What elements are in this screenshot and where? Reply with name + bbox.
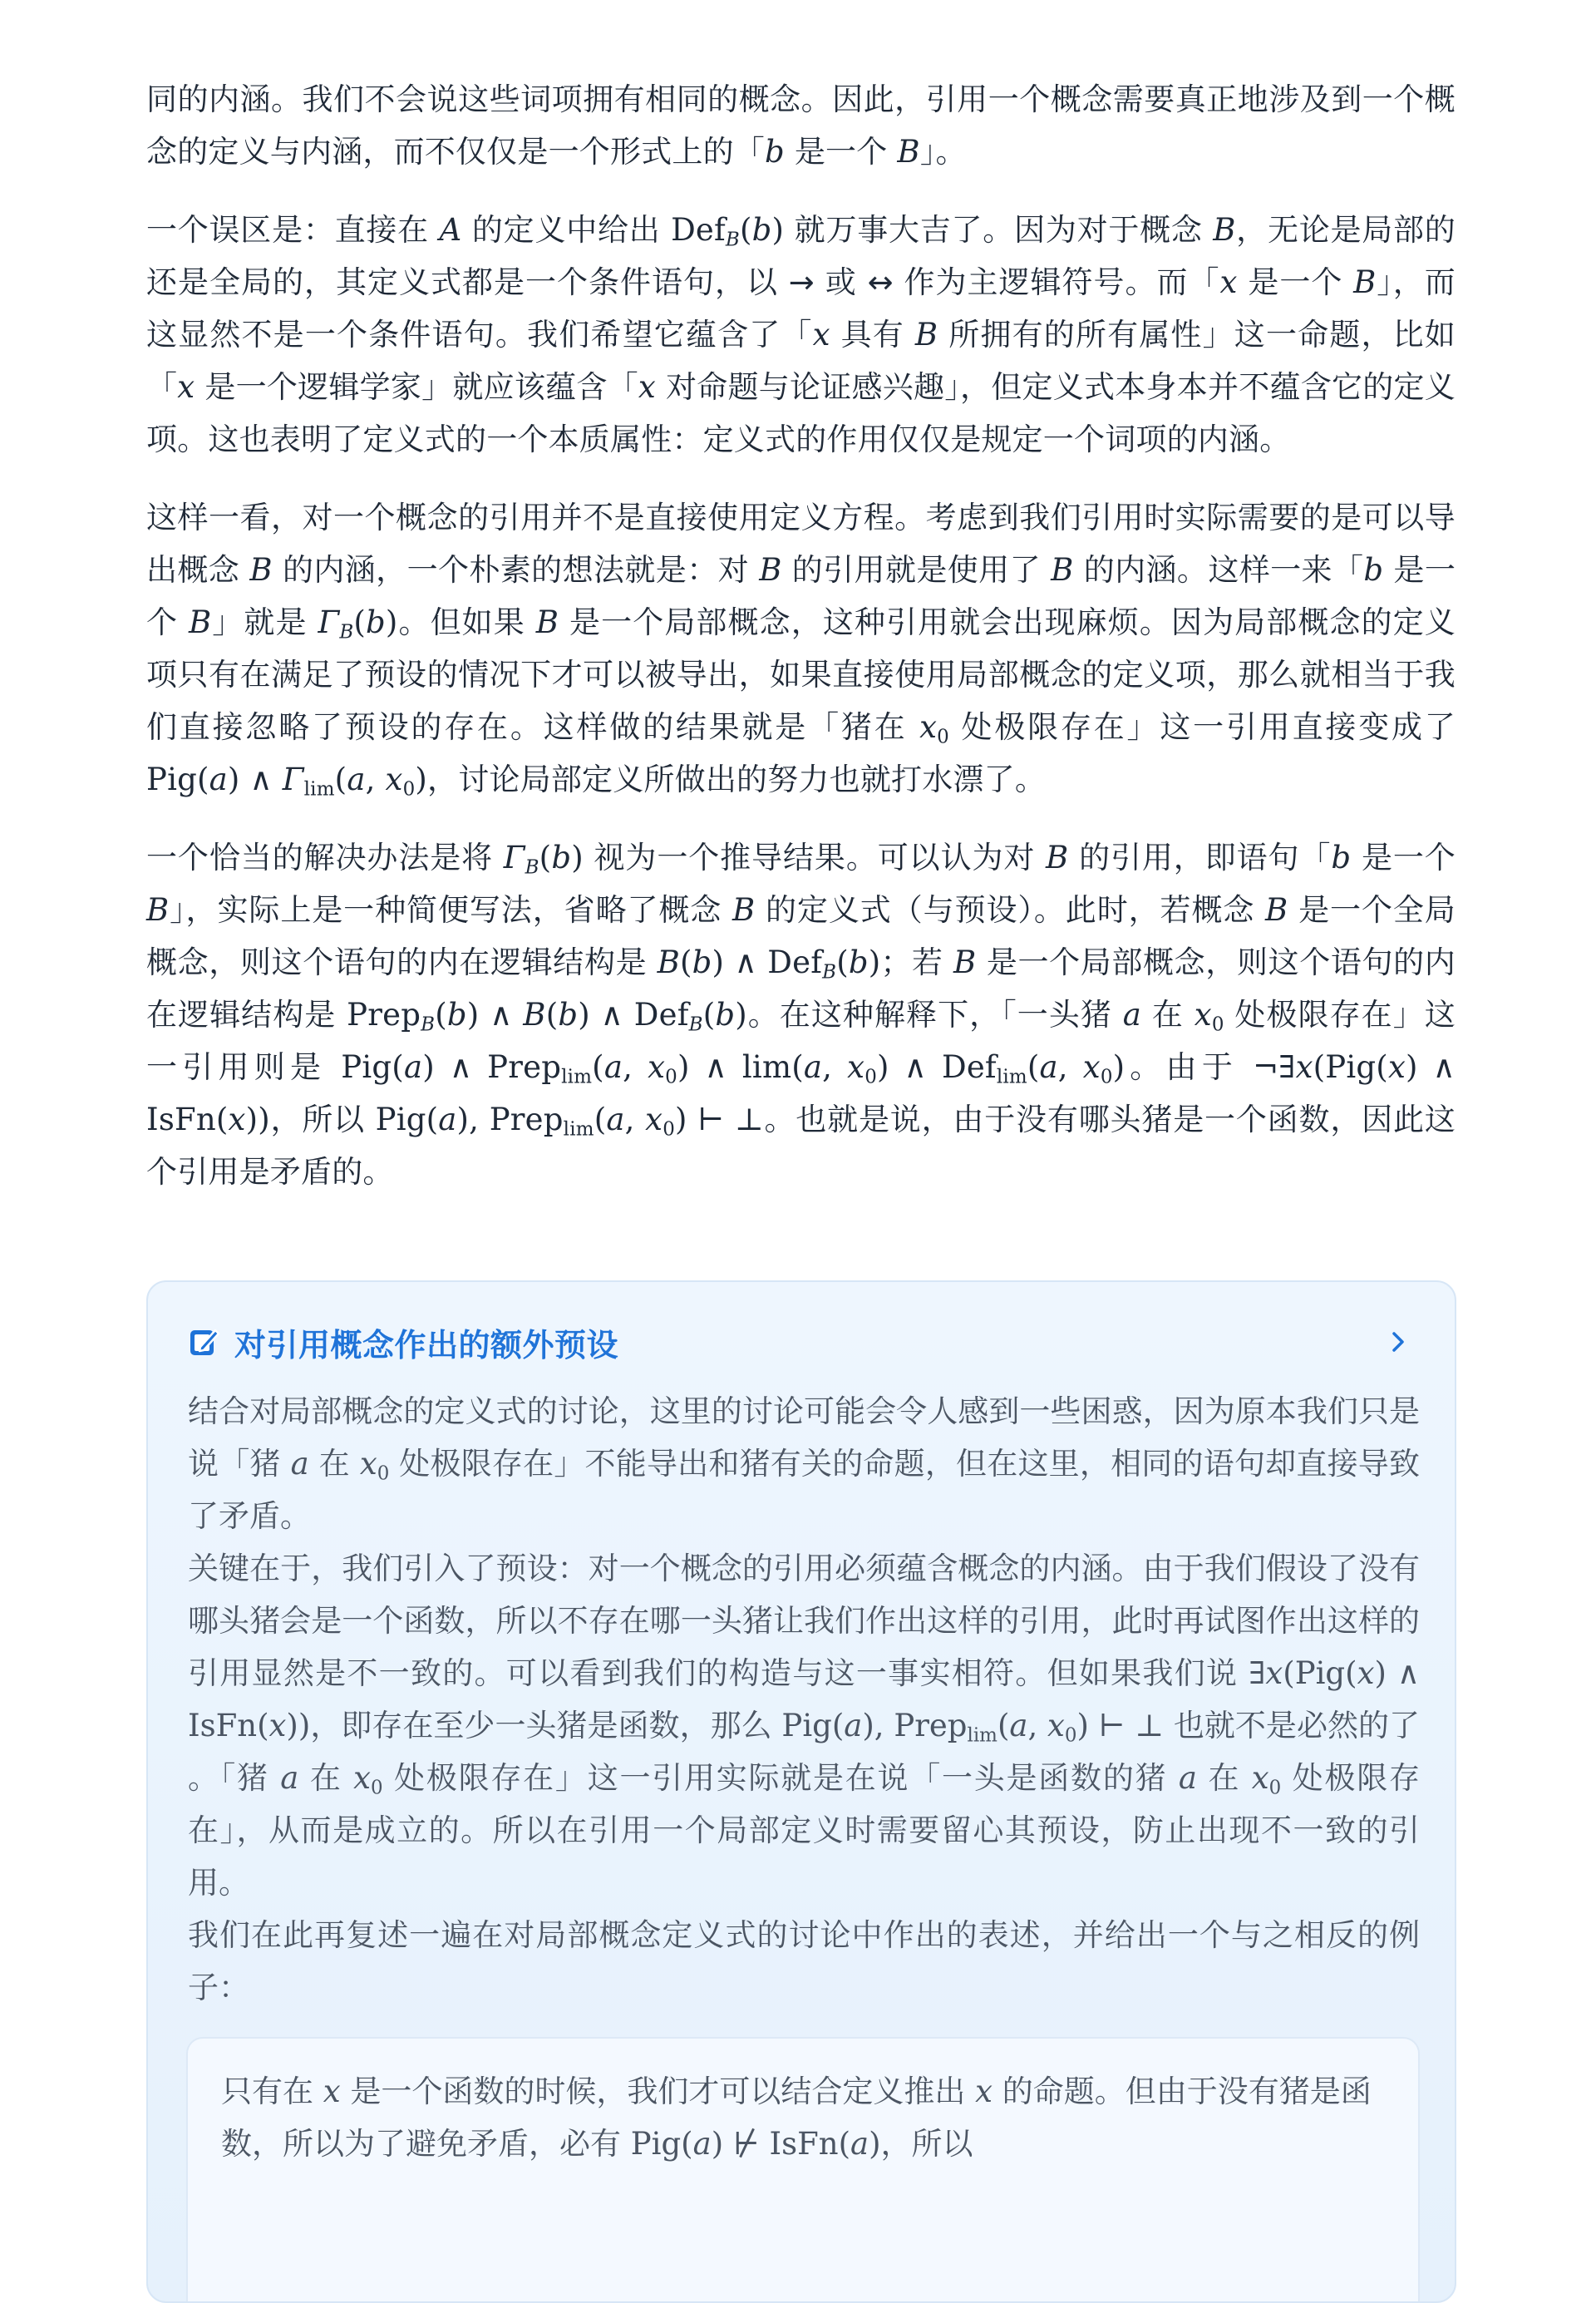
math-text: ) ∧ xyxy=(227,762,283,797)
math-text: ) ∧ IsFn( xyxy=(188,1655,1420,1743)
math-text: ), Prep xyxy=(456,1102,564,1137)
math-subscript: 0 xyxy=(1268,1777,1282,1799)
math-subscript: 0 xyxy=(665,1066,677,1088)
math-symbol: x xyxy=(268,1708,287,1743)
math-symbol: B xyxy=(146,892,170,928)
math-text: ¬∃ xyxy=(1253,1049,1296,1085)
math-subscript: B xyxy=(688,1013,703,1036)
math-subscript: 0 xyxy=(663,1118,676,1141)
math-text: , xyxy=(1027,1708,1047,1743)
math-subscript: lim xyxy=(563,1118,594,1141)
math-symbol: Γ xyxy=(318,604,340,640)
math-subscript: 0 xyxy=(864,1066,877,1088)
math-text: Pig( xyxy=(781,1708,845,1743)
math-text: ( xyxy=(539,840,552,875)
math-symbol: x xyxy=(812,317,830,353)
quote-block xyxy=(186,2037,1420,2303)
math-symbol: B xyxy=(1265,892,1288,928)
math-symbol: x xyxy=(847,1049,865,1085)
math-symbol: b xyxy=(765,134,785,170)
math-subscript: B xyxy=(525,856,539,879)
math-symbol: x xyxy=(638,369,656,405)
math-symbol: b xyxy=(446,997,467,1033)
math-symbol: x xyxy=(323,2074,341,2109)
math-symbol: a xyxy=(603,1049,623,1085)
paragraph: 同的内涵。我们不会说这些词项拥有相同的概念。因此，引用一个概念需要真正地涉及到一个概念的定义与内涵，而不仅仅是一个形式上的「b 是一个 B」。 xyxy=(146,81,1456,170)
math-symbol: a xyxy=(209,762,228,797)
math-symbol: B xyxy=(188,604,212,640)
math-symbol: B xyxy=(1046,840,1069,875)
article-body xyxy=(146,73,1456,1224)
math-symbol: B xyxy=(914,317,938,353)
math-symbol: x xyxy=(1387,1049,1406,1085)
math-text: ( xyxy=(592,1049,604,1085)
math-symbol: x xyxy=(1265,1655,1283,1691)
math-symbol: A xyxy=(439,212,462,248)
math-subscript: B xyxy=(725,229,740,251)
math-subscript: lim xyxy=(967,1724,998,1747)
math-symbol: a xyxy=(1178,1760,1197,1796)
math-text: ) xyxy=(869,2126,881,2162)
math-text: ( xyxy=(836,944,849,980)
math-text: ∃ xyxy=(1249,1655,1266,1691)
callout-box xyxy=(146,1280,1456,2303)
math-symbol: B xyxy=(759,552,782,588)
math-text: ) ⊬ IsFn( xyxy=(711,2126,851,2162)
math-symbol: B xyxy=(249,552,273,588)
math-text: ( xyxy=(739,212,752,248)
math-symbol: B xyxy=(535,604,559,640)
math-text: ( xyxy=(594,1102,607,1137)
math-text: ), Prep xyxy=(862,1708,968,1743)
callout-title: 对引用概念作出的额外预设 xyxy=(234,1326,619,1364)
math-symbol: b xyxy=(1331,840,1352,875)
callout-paragraph: 关键在于，我们引入了预设：对一个概念的引用必须蕴含概念的内涵。由于我们假设了没有哪头猪会是一个函数，所以不存在哪一头猪让我们作出这样的引用，此时再试图作出这样的引用显然是不一致的。可以看到我们的构造与这一事实相符。但如果我们说 ∃x(Pig(x) ∧ IsFn(x))，即存在至少一头猪是函数，那么 Pig(a), Prep$_{lim}$(a, $x_0$) ⊢ ⊥ 也就不是必然的了 。「猪 a 在 $x_0$ 处极限存在」这一引用实际就是在说「一头是函数的猪 a 在 $x_0$ 处极限存在」，从而是成立的。所以在引用一个局部定义时需要留心其预设，防止出现不一致的引用。 xyxy=(188,1551,1421,1901)
math-symbol: a xyxy=(1122,997,1142,1033)
math-symbol: B xyxy=(1213,212,1236,248)
math-symbol: x xyxy=(975,2074,993,2109)
math-text: )) xyxy=(245,1102,270,1137)
math-text: ( xyxy=(545,997,559,1033)
math-subscript: B xyxy=(421,1013,436,1036)
math-symbol: B xyxy=(1353,264,1377,300)
callout-paragraph: 我们在此再复述一遍在对局部概念定义式的讨论中作出的表述，并给出一个与之相反的例子： xyxy=(188,1917,1420,2005)
math-symbol: b xyxy=(366,604,386,640)
math-text: ) xyxy=(771,212,785,248)
math-symbol: B xyxy=(897,134,920,170)
math-text: ) xyxy=(415,762,428,797)
math-symbol: b xyxy=(558,997,579,1033)
math-symbol: a xyxy=(403,1049,423,1085)
math-text: , xyxy=(623,1049,648,1085)
math-text: , xyxy=(365,762,386,797)
quote-text: 只有在 x 是一个函数的时候，我们才可以结合定义推出 x 的命题。但由于没有猪是函数，所以为了避免矛盾，必有 Pig(a) ⊬ IsFn(a)，所以 xyxy=(221,2074,1372,2162)
math-symbol: x xyxy=(1295,1049,1313,1085)
math-symbol: x xyxy=(1357,1655,1375,1691)
math-text: ) ⊢ ⊥ xyxy=(1076,1708,1165,1743)
paragraph: 一个误区是：直接在 A 的定义中给出 Def$_B$(b) 就万事大吉了。因为对于概念 B，无论是局部的还是全局的，其定义式都是一个条件语句，以 → 或 ↔ 作为主逻辑符号。而「x 是一个 B」，而这显然不是一个条件语句。我们希望它蕴含了「x 具有 B 所拥有的所有属性」这一命题，比如「x 是一个逻辑学家」就应该蕴含「x 对命题与论证感兴趣」，但定义式本身本并不蕴含它的定义项。这也表明了定义式的一个本质属性：定义式的作用仅仅是规定一个词项的内涵。 xyxy=(146,212,1456,457)
math-symbol: a xyxy=(1009,1708,1028,1743)
math-symbol: Γ xyxy=(503,840,525,875)
math-symbol: B xyxy=(1051,552,1074,588)
math-symbol: a xyxy=(1039,1049,1058,1085)
callout-paragraph: 结合对局部概念的定义式的讨论，这里的讨论可能会令人感到一些困惑，因为原本我们只是说「猪 a 在 $x_0$ 处极限存在」不能导出和猪有关的命题，但在这里，相同的语句却直接导致了矛盾。 xyxy=(188,1393,1420,1534)
chevron-right-icon[interactable] xyxy=(1382,1325,1415,1359)
math-text: ) ∧ xyxy=(466,997,524,1033)
math-text: Pig( xyxy=(375,1102,439,1137)
math-text: ) ∧ lim( xyxy=(677,1049,804,1085)
math-symbol: b xyxy=(751,212,772,248)
math-text: ) xyxy=(385,604,398,640)
math-subscript: lim xyxy=(561,1066,593,1088)
math-symbol: b xyxy=(1363,552,1384,588)
math-symbol: x xyxy=(1194,997,1212,1033)
math-symbol: x xyxy=(645,1102,663,1137)
math-symbol: x xyxy=(353,1760,372,1796)
math-text: (Pig( xyxy=(1313,1049,1388,1085)
math-symbol: B xyxy=(732,892,756,928)
math-symbol: a xyxy=(347,762,366,797)
math-text: , xyxy=(1057,1049,1083,1085)
edit-note-icon xyxy=(188,1325,221,1359)
math-text: ) xyxy=(571,840,584,875)
math-subscript: 0 xyxy=(377,1462,390,1485)
math-symbol: a xyxy=(850,2126,869,2162)
math-symbol: a xyxy=(692,2126,712,2162)
math-text: ( xyxy=(680,944,692,980)
math-symbol: x xyxy=(648,1049,666,1085)
math-symbol: x xyxy=(1082,1049,1101,1085)
math-symbol: a xyxy=(803,1049,823,1085)
paragraph: 一个恰当的解决办法是将 $\Gamma_B(b)$ 视为一个推导结果。可以认为对 B 的引用，即语句「b 是一个 B」，实际上是一种简便写法，省略了概念 B 的定义式（与预设）。此时，若概念 B 是一个全局概念，则这个语句的内在逻辑结构是 B(b) ∧ Def$_B$(b)；若 B 是一个局部概念，则这个语句的内在逻辑结构是 Prep$_B$(b) ∧ B(b) ∧ Def$_B$(b)。在这种解释下，「一头猪 a 在 $x_0$ 处极限存在」这一引用则是 Pig(a) ∧ Prep$_{lim}$(a, $x_0$) ∧ lim(a, $x_0$) ∧ Def$_{lim}$(a, $x_0$)。由于 ¬∃x(Pig(x) ∧ IsFn(x))，所以 Pig(a), Prep$_{lim}$(a, $x_0$) ⊢ ⊥。也就是说，由于没有哪头猪是一个函数，因此这个引用是矛盾的。 xyxy=(146,840,1456,1190)
math-text: ( xyxy=(1027,1049,1040,1085)
paragraph: 这样一看，对一个概念的引用并不是直接使用定义方程。考虑到我们引用时实际需要的是可以导出概念 B 的内涵，一个朴素的想法就是：对 B 的引用就是使用了 B 的内涵。这样一来「b 是一个 B」就是 $\Gamma_B(b)$。但如果 B 是一个局部概念，这种引用就会出现麻烦。因为局部概念的定义项只有在满足了预设的情况下才可以被导出，如果直接使用局部概念的定义项，那么就相当于我们直接忽略了预设的存在。这样做的结果就是「猪在 $x_0$ 处极限存在」这一引用直接变成了 Pig(a) ∧ $\Gamma_{lim}(a$, $x_0$)，讨论局部定义所做出的努力也就打水漂了。 xyxy=(146,500,1456,801)
math-text: )) xyxy=(286,1708,311,1743)
math-text: , xyxy=(624,1102,646,1137)
math-text: Pig( xyxy=(341,1049,404,1085)
math-subscript: 0 xyxy=(402,778,416,801)
math-text: (Pig( xyxy=(1283,1655,1357,1691)
math-symbol: Γ xyxy=(282,762,304,797)
math-symbol: x xyxy=(228,1102,246,1137)
math-symbol: B xyxy=(657,944,681,980)
callout-body xyxy=(188,1385,1420,2014)
math-text: Def xyxy=(671,212,726,248)
math-subscript: lim xyxy=(996,1066,1027,1088)
math-subscript: 0 xyxy=(937,726,949,748)
math-text: ) ∧ Def xyxy=(877,1049,997,1085)
math-text: ) xyxy=(735,997,747,1033)
math-symbol: b xyxy=(848,944,869,980)
math-symbol: a xyxy=(844,1708,863,1743)
math-symbol: a xyxy=(606,1102,625,1137)
math-symbol: a xyxy=(290,1446,309,1482)
math-subscript: B xyxy=(822,961,837,984)
math-text: ) xyxy=(1112,1049,1126,1085)
math-symbol: x xyxy=(1047,1708,1065,1743)
math-symbol: x xyxy=(1219,264,1238,300)
math-text: ) xyxy=(868,944,881,980)
math-text: ( xyxy=(353,604,367,640)
math-symbol: b xyxy=(551,840,572,875)
math-text: ) ∧ Def xyxy=(578,997,689,1033)
math-text: ) ∧ IsFn( xyxy=(146,1049,1456,1137)
math-symbol: x xyxy=(385,762,403,797)
math-text: ( xyxy=(997,1708,1010,1743)
math-subscript: 0 xyxy=(1211,1013,1224,1036)
math-symbol: B xyxy=(953,944,977,980)
math-symbol: b xyxy=(692,944,712,980)
math-text: Prep xyxy=(347,997,421,1033)
math-symbol: x xyxy=(177,369,195,405)
math-symbol: a xyxy=(280,1760,299,1796)
callout-header[interactable] xyxy=(188,1319,1415,1365)
math-text: , xyxy=(822,1049,848,1085)
math-subscript: 0 xyxy=(371,1777,383,1799)
math-text: ) ∧ Prep xyxy=(422,1049,562,1085)
math-text: Pig( xyxy=(146,762,209,797)
math-text: ) ⊢ ⊥ xyxy=(675,1102,764,1137)
math-text: ) ∧ Def xyxy=(712,944,823,980)
math-symbol: x xyxy=(1251,1760,1269,1796)
math-subscript: B xyxy=(339,621,354,644)
math-text: ( xyxy=(435,997,447,1033)
math-text: ( xyxy=(334,762,347,797)
math-symbol: b xyxy=(715,997,736,1033)
math-symbol: a xyxy=(438,1102,457,1137)
math-subscript: lim xyxy=(303,778,335,801)
math-symbol: x xyxy=(919,709,938,745)
math-subscript: 0 xyxy=(1064,1724,1077,1747)
math-text: Pig( xyxy=(630,2126,693,2162)
math-text: ( xyxy=(702,997,716,1033)
math-symbol: x xyxy=(359,1446,377,1482)
math-subscript: 0 xyxy=(1100,1066,1113,1088)
math-symbol: B xyxy=(523,997,546,1033)
